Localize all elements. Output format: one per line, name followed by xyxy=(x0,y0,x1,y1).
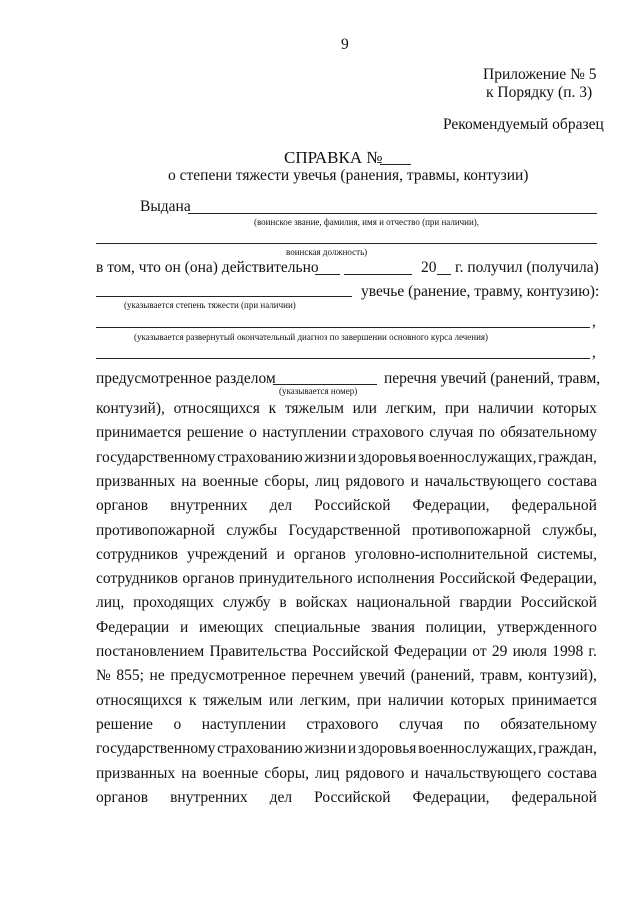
body-word: увечий xyxy=(359,667,406,685)
body-word: внутренних xyxy=(170,497,248,515)
body-word: в xyxy=(279,594,287,612)
body-word: органов xyxy=(182,570,235,588)
year-line xyxy=(437,274,451,275)
certificate-title xyxy=(284,148,383,168)
body-word: по xyxy=(478,424,495,442)
body-word: утвержденного xyxy=(497,618,597,636)
body-word: рядового xyxy=(345,764,405,782)
body-word: специальные xyxy=(274,618,361,636)
body-word: федеральной xyxy=(511,497,597,515)
certificate-number-line xyxy=(380,164,411,165)
position-line xyxy=(96,243,597,244)
body-word: относящихся xyxy=(96,691,183,709)
hint-diagnosis: (указывается развернутый окончательный диагноз по завершении основного курса лечения) xyxy=(134,332,489,342)
body-word: военные xyxy=(202,472,259,490)
body-word: не xyxy=(149,667,165,685)
body-word: исполнения xyxy=(357,570,435,588)
body-word: военнослужащих, xyxy=(418,740,537,758)
appendix-label: Приложение № 5 xyxy=(483,66,597,83)
body-word: граждан, xyxy=(538,448,597,466)
body-line xyxy=(96,473,597,491)
body-word: Федерации xyxy=(96,618,170,636)
body-word: службы, xyxy=(542,521,597,539)
certificate-subtitle: о степени тяжести увечья (ранения, травмы, контузии) xyxy=(168,167,529,184)
body-word: состава xyxy=(547,472,597,490)
body-word: начальствующего xyxy=(424,472,542,490)
body-word: органов xyxy=(96,497,149,515)
body-word: июля xyxy=(512,643,547,660)
body-word: войсках xyxy=(295,594,348,612)
day-line xyxy=(315,274,340,275)
body-word: сборы, xyxy=(264,764,310,782)
body-word: и xyxy=(410,764,419,782)
body-word: граждан, xyxy=(538,740,597,758)
body-word: дел xyxy=(269,497,293,515)
hint-name: (воинское звание, фамилия, имя и отчество (при наличии), xyxy=(254,217,480,227)
body-line xyxy=(96,449,597,467)
body-word: Федерации, xyxy=(412,497,490,515)
body-word: по xyxy=(463,715,480,733)
body-word: наличии xyxy=(387,691,444,709)
body-word: государственному xyxy=(96,740,216,758)
body-word: о xyxy=(249,424,257,442)
hint-position: воинская должность) xyxy=(286,247,368,257)
body-line xyxy=(96,400,597,418)
body-line xyxy=(96,570,597,588)
body-word: случая xyxy=(429,424,474,442)
body-word: контузий), xyxy=(528,667,597,685)
body-word: лиц xyxy=(315,472,340,490)
body-word: при xyxy=(444,400,470,417)
body-word: обязательному xyxy=(500,424,597,442)
body-word: случая xyxy=(398,715,444,733)
body-word: принудительного xyxy=(238,570,353,588)
body-word: наступлении xyxy=(262,424,347,442)
body-word: начальствующего xyxy=(424,764,542,782)
body-word: жизни xyxy=(304,740,347,758)
body-word: обязательному xyxy=(500,715,597,733)
body-word: и xyxy=(410,472,419,490)
body-word: тяжелым xyxy=(284,400,344,417)
body-word: относящихся xyxy=(173,400,260,417)
body-word: к xyxy=(268,400,277,417)
body-word: решение xyxy=(186,424,244,442)
body-word: и xyxy=(179,618,189,636)
body-word: Российской xyxy=(439,570,516,588)
procedure-label: к Порядку (п. 3) xyxy=(486,84,593,101)
year-prefix: 20 xyxy=(421,259,437,276)
body-word: гвардии xyxy=(459,594,512,612)
body-word: имеющих xyxy=(198,618,264,636)
diagnosis-comma-2: , xyxy=(592,344,596,361)
body-word: уголовно-исполнительной xyxy=(354,545,529,563)
body-word: травм, xyxy=(480,667,523,685)
issued-to-line xyxy=(188,213,597,214)
body-word: дел xyxy=(269,788,293,806)
body-word: 29 xyxy=(491,643,508,660)
section-number-line xyxy=(273,384,377,385)
body-line xyxy=(96,716,597,734)
body-line xyxy=(96,424,597,442)
section-tail: перечня увечий (ранений, травм, xyxy=(384,370,601,387)
issued-label: Выдана xyxy=(140,198,191,215)
body-word: страхового xyxy=(306,715,379,733)
body-word: лиц xyxy=(315,764,340,782)
body-word: сотрудников xyxy=(96,545,178,563)
body-word: Российской xyxy=(520,594,597,612)
body-word: Российской xyxy=(314,788,391,806)
body-word: сотрудников xyxy=(96,570,178,588)
received-text: г. получил (получила) xyxy=(455,259,599,276)
body-word: военнослужащих, xyxy=(418,448,537,466)
body-word: наличии xyxy=(477,400,534,417)
body-line xyxy=(96,765,597,783)
body-word: лиц, xyxy=(96,594,125,612)
body-word: которых xyxy=(542,400,597,417)
body-line xyxy=(96,643,597,661)
diagnosis-line-2 xyxy=(96,358,590,359)
body-word: или xyxy=(268,691,294,709)
body-line xyxy=(96,667,597,685)
body-word: при xyxy=(356,691,382,709)
body-word: перечнем xyxy=(291,667,354,685)
body-word: службы xyxy=(226,521,278,539)
section-label: предусмотренное разделом xyxy=(96,370,276,387)
body-word: Российской xyxy=(312,643,389,660)
body-line xyxy=(96,789,597,807)
body-word: службу xyxy=(222,594,271,612)
body-word: на xyxy=(181,472,197,490)
body-word: жизни xyxy=(304,448,347,466)
body-word: внутренних xyxy=(170,788,248,806)
body-word: федеральной xyxy=(511,788,597,806)
body-word: тяжелым xyxy=(203,691,263,709)
body-word: о xyxy=(173,715,182,733)
month-line xyxy=(344,274,412,275)
body-word: проходящих xyxy=(133,594,214,612)
body-word: принимается xyxy=(511,691,597,709)
body-word: учреждений xyxy=(186,545,268,563)
body-word: рядового xyxy=(345,472,405,490)
body-word: национальной xyxy=(356,594,451,612)
body-word: от xyxy=(472,643,487,660)
body-word: предусмотренное xyxy=(170,667,286,685)
body-word: к xyxy=(188,691,197,709)
body-word: на xyxy=(181,764,197,782)
body-word: призванных xyxy=(96,764,176,782)
body-line xyxy=(96,522,597,540)
body-word: здоровья xyxy=(357,448,417,466)
body-word: наступлении xyxy=(201,715,286,733)
body-word: постановлением xyxy=(96,643,205,660)
page-number: 9 xyxy=(341,36,349,53)
body-word: (ранений, xyxy=(410,667,475,685)
body-word: органов xyxy=(96,788,149,806)
body-word: государственному xyxy=(96,448,216,466)
body-word: г. xyxy=(588,643,597,660)
body-line xyxy=(96,692,597,710)
body-word: Правительства xyxy=(209,643,307,660)
body-word: и xyxy=(347,740,357,758)
body-line xyxy=(96,497,597,515)
body-line xyxy=(96,594,597,612)
body-word: и xyxy=(276,545,285,563)
body-word: легким, xyxy=(385,400,437,417)
body-word: органов xyxy=(293,545,346,563)
diagnosis-comma: , xyxy=(592,313,596,330)
body-word: легким, xyxy=(299,691,351,709)
body-word: решение xyxy=(96,715,153,733)
body-word: страхового xyxy=(351,424,424,442)
injury-label: увечье (ранение, травму, контузию): xyxy=(361,283,600,300)
body-word: 1998 xyxy=(552,643,584,660)
body-word: страхованию xyxy=(217,740,303,758)
body-word: сборы, xyxy=(264,472,310,490)
body-word: принимается xyxy=(96,424,182,442)
hint-number: (указывается номер) xyxy=(279,386,358,396)
diagnosis-line xyxy=(96,327,590,328)
body-word: призванных xyxy=(96,472,176,490)
body-word: противопожарной xyxy=(96,521,215,539)
body-word: звания xyxy=(371,618,415,636)
body-word: № xyxy=(96,667,111,685)
hint-severity: (указывается степень тяжести (при наличии) xyxy=(124,300,296,310)
title-text: СПРАВКА № xyxy=(284,148,383,167)
body-word: Государственной xyxy=(288,521,401,539)
body-word: системы, xyxy=(537,545,597,563)
body-line xyxy=(96,546,597,564)
body-word: противопожарной xyxy=(411,521,531,539)
body-word: и xyxy=(347,448,357,466)
body-word: страхованию xyxy=(217,448,303,466)
body-word: состава xyxy=(547,764,597,782)
body-word: или xyxy=(352,400,377,417)
line3-text: в том, что он (она) действительно xyxy=(96,259,319,276)
body-word: полиции, xyxy=(425,618,487,636)
body-word: 855; xyxy=(116,667,144,685)
severity-line xyxy=(96,296,352,297)
body-line xyxy=(96,619,597,637)
body-word: военные xyxy=(202,764,259,782)
body-word: Федерации, xyxy=(412,788,490,806)
sample-label: Рекомендуемый образец xyxy=(443,116,604,133)
body-word: Федерации xyxy=(393,643,468,660)
body-word: Федерации, xyxy=(519,570,597,588)
body-line xyxy=(96,740,597,758)
body-word: которых xyxy=(450,691,505,709)
body-word: здоровья xyxy=(357,740,417,758)
body-word: контузий), xyxy=(96,400,165,417)
body-word: Российской xyxy=(314,497,391,515)
